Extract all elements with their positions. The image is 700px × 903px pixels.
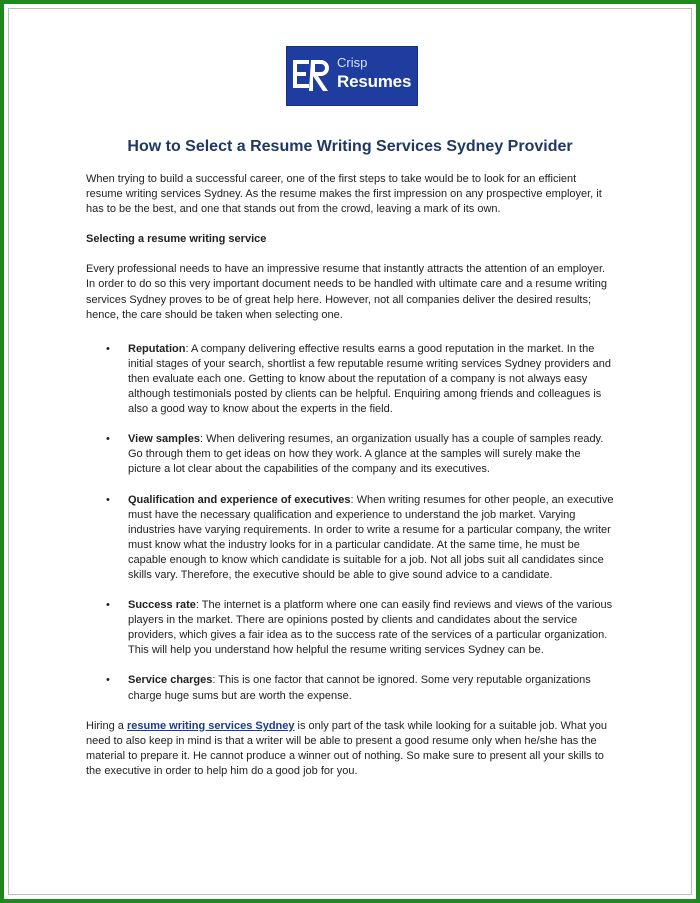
bullet-term: Service charges (128, 674, 213, 687)
crisp-resumes-logo (286, 46, 418, 106)
bullet-term: Qualification and experience of executives (128, 493, 351, 506)
bullet-term: View samples (128, 433, 200, 446)
bullet-text: : When writing resumes for other people, an executive must have the necessary qualification and experience to understand the job market. Varying industries have varying requirements. In order to write a resume for a particular company, the writer must know what the industry looks for in a particular candidate. At the same time, he must be capable enough to know which candidate is suitable for a job. Not all jobs suit all candidates since skills vary. Therefore, the executive should be able to give sound advice to a candidate. (128, 493, 614, 581)
closing-text-end: is only part of the task while looking for a suitable job. What you need to also keep in mind is that a writer will be able to present a good resume only when he/she has the material to prepare it. He cannot produce a winner out of nothing. So make sure to present all your skills to the executive in order to help him do a good job for you. (86, 719, 607, 777)
bullet-icon: • (106, 342, 110, 355)
bullet-icon: • (106, 674, 110, 687)
document-body (86, 172, 614, 779)
bullet-icon: • (106, 493, 110, 506)
bullet-icon: • (106, 599, 110, 612)
bullet-text: : A company delivering effective results earns a good reputation in the market. In the initial stages of your search, shortlist a few reputable resume writing services Sydney providers and then evaluate each one. Getting to know about the reputation of a company is not always easy although testimonials posted by clients can be helpful. Enquiring among friends and colleagues is also a good way to know about the experts in the field. (128, 342, 612, 416)
list-item (86, 673, 614, 703)
closing-paragraph (86, 719, 614, 779)
bullet-term: Reputation (128, 342, 186, 355)
list-item (86, 432, 614, 477)
logo-line-1: Crisp (337, 55, 368, 70)
bullet-text: : The internet is a platform where one can easily find reviews and views of the various players in the market. There are opinions posted by clients and candidates about the service providers, which gives a fair idea as to the success rate of the services of a particular organization. This will help you understand how helpful the resume writing services Sydney can be. (128, 599, 613, 657)
intro-paragraph: When trying to build a successful career, one of the first steps to take would be to look for an efficient resume writing services Sydney. As the resume makes the first impression on any prospective employer, it has to be the best, and one that stands out from the crowd, leaving a mark of its own. (86, 173, 602, 216)
list-item (86, 598, 614, 658)
section-heading: Selecting a resume writing service (86, 233, 267, 246)
bullet-text: : When delivering resumes, an organization usually has a couple of samples ready. Go through them to get ideas on how they work. A glance at the samples will surely make the picture a lot clear about the capabilities of the company and its executives. (128, 433, 604, 476)
closing-text-start: Hiring a (86, 719, 127, 732)
logo-line-2: Resumes (337, 72, 412, 91)
bullet-text: : This is one factor that cannot be ignored. Some very reputable organizations charge huge sums but are worth the expense. (128, 674, 591, 702)
list-item (86, 342, 614, 417)
resume-services-link[interactable]: resume writing services Sydney (126, 719, 295, 732)
criteria-list (86, 342, 614, 704)
list-item (86, 493, 614, 584)
bullet-icon: • (106, 433, 110, 446)
document-title: How to Select a Resume Writing Services Sydney Provider (127, 138, 573, 155)
section-paragraph: Every professional needs to have an impressive resume that instantly attracts the attention of an employer. In order to do so this very important document needs to be handled with ultimate care and a resume writing services Sydney proves to be of great help here. However, not all companies deliver the desired results; hence, the care should be taken when selecting one. (86, 263, 607, 321)
bullet-term: Success rate (128, 599, 196, 612)
